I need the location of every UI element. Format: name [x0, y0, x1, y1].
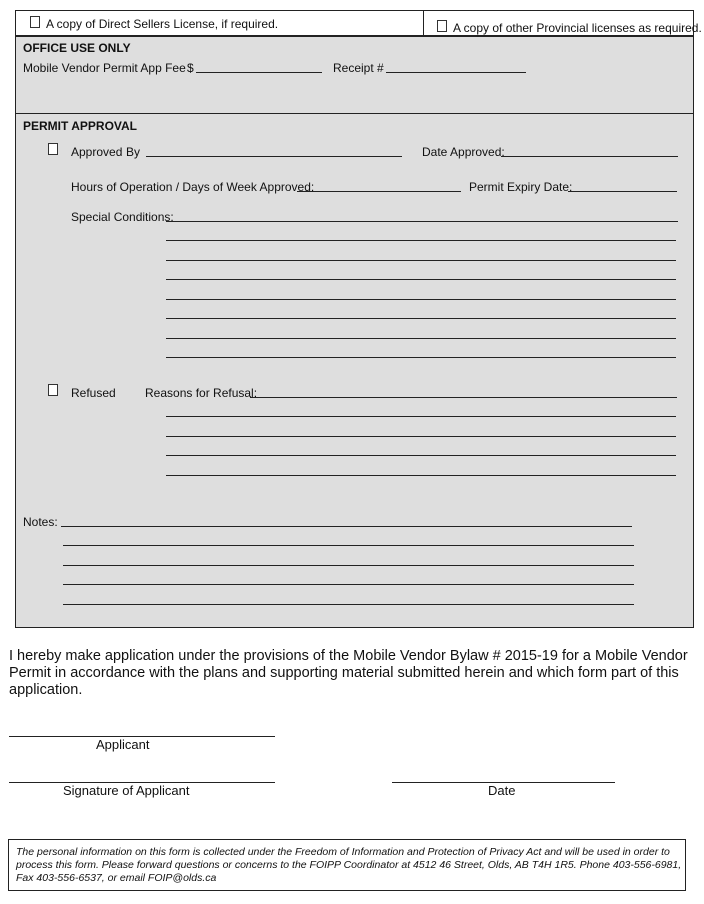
privacy-notice-text: The personal information on this form is collected under the Freedom of Information and Protection of Privacy Act and will be used in order to process this form. Please forward questions or concerns to the FOIPP Coordinator at 4512 46 Street, Olds, AB T4H 1R5. Phone 403-556-6981, Fax 403-556-6537, or email FOIP@olds.ca [16, 846, 682, 884]
reasons-line[interactable] [166, 416, 676, 417]
fee-dollar-sign: $ [187, 61, 194, 75]
special-conditions-line[interactable] [166, 279, 676, 280]
notes-line[interactable] [61, 526, 632, 527]
special-conditions-line[interactable] [166, 240, 676, 241]
provincial-licenses-checkbox[interactable] [437, 20, 447, 32]
date-approved-label: Date Approved: [422, 145, 505, 159]
checklist-divider [423, 10, 424, 36]
expiry-line[interactable] [568, 191, 677, 192]
refused-label: Refused [71, 386, 116, 400]
approved-label: Approved [71, 145, 123, 159]
hours-label: Hours of Operation / Days of Week Approved: [71, 180, 315, 194]
notes-line[interactable] [63, 584, 634, 585]
office-use-heading: OFFICE USE ONLY [23, 41, 131, 55]
receipt-input-line[interactable] [386, 72, 526, 73]
special-conditions-line[interactable] [166, 338, 676, 339]
reasons-label: Reasons for Refusal: [145, 386, 258, 400]
fee-label: Mobile Vendor Permit App Fee [23, 61, 186, 75]
special-conditions-line[interactable] [166, 318, 676, 319]
special-conditions-line[interactable] [166, 221, 678, 222]
direct-sellers-license-label: A copy of Direct Sellers License, if required. [46, 17, 279, 31]
reasons-line[interactable] [166, 436, 676, 437]
special-conditions-line[interactable] [166, 357, 676, 358]
receipt-label: Receipt # [333, 61, 384, 75]
reasons-line[interactable] [250, 397, 677, 398]
notes-line[interactable] [63, 604, 634, 605]
notes-line[interactable] [63, 565, 634, 566]
declaration-text: I hereby make application under the provisions of the Mobile Vendor Bylaw # 2015-19 for a Mobile Vendor Permit in accordance with the plans and supporting material submitted herein and which form part of this application. [9, 648, 688, 698]
notes-label: Notes: [23, 515, 58, 529]
approved-by-line[interactable] [146, 156, 402, 157]
date-approved-line[interactable] [501, 156, 678, 157]
fee-input-line[interactable] [196, 72, 322, 73]
provincial-licenses-label: A copy of other Provincial licenses as required. [453, 21, 702, 35]
approved-by-label: By [126, 145, 141, 159]
notes-line[interactable] [63, 545, 634, 546]
reasons-line[interactable] [166, 455, 676, 456]
signature-label: Signature of Applicant [63, 783, 190, 798]
permit-approval-heading: PERMIT APPROVAL [23, 119, 138, 133]
special-conditions-line[interactable] [166, 260, 676, 261]
date-label: Date [488, 783, 516, 798]
direct-sellers-license-checkbox[interactable] [30, 16, 40, 28]
reasons-line[interactable] [166, 475, 676, 476]
hours-line[interactable] [297, 191, 461, 192]
refused-checkbox[interactable] [48, 384, 58, 396]
special-conditions-label: Special Conditions: [71, 210, 174, 224]
approved-checkbox[interactable] [48, 143, 58, 155]
special-conditions-line[interactable] [166, 299, 676, 300]
expiry-label: Permit Expiry Date: [469, 180, 573, 194]
applicant-label: Applicant [96, 737, 150, 752]
